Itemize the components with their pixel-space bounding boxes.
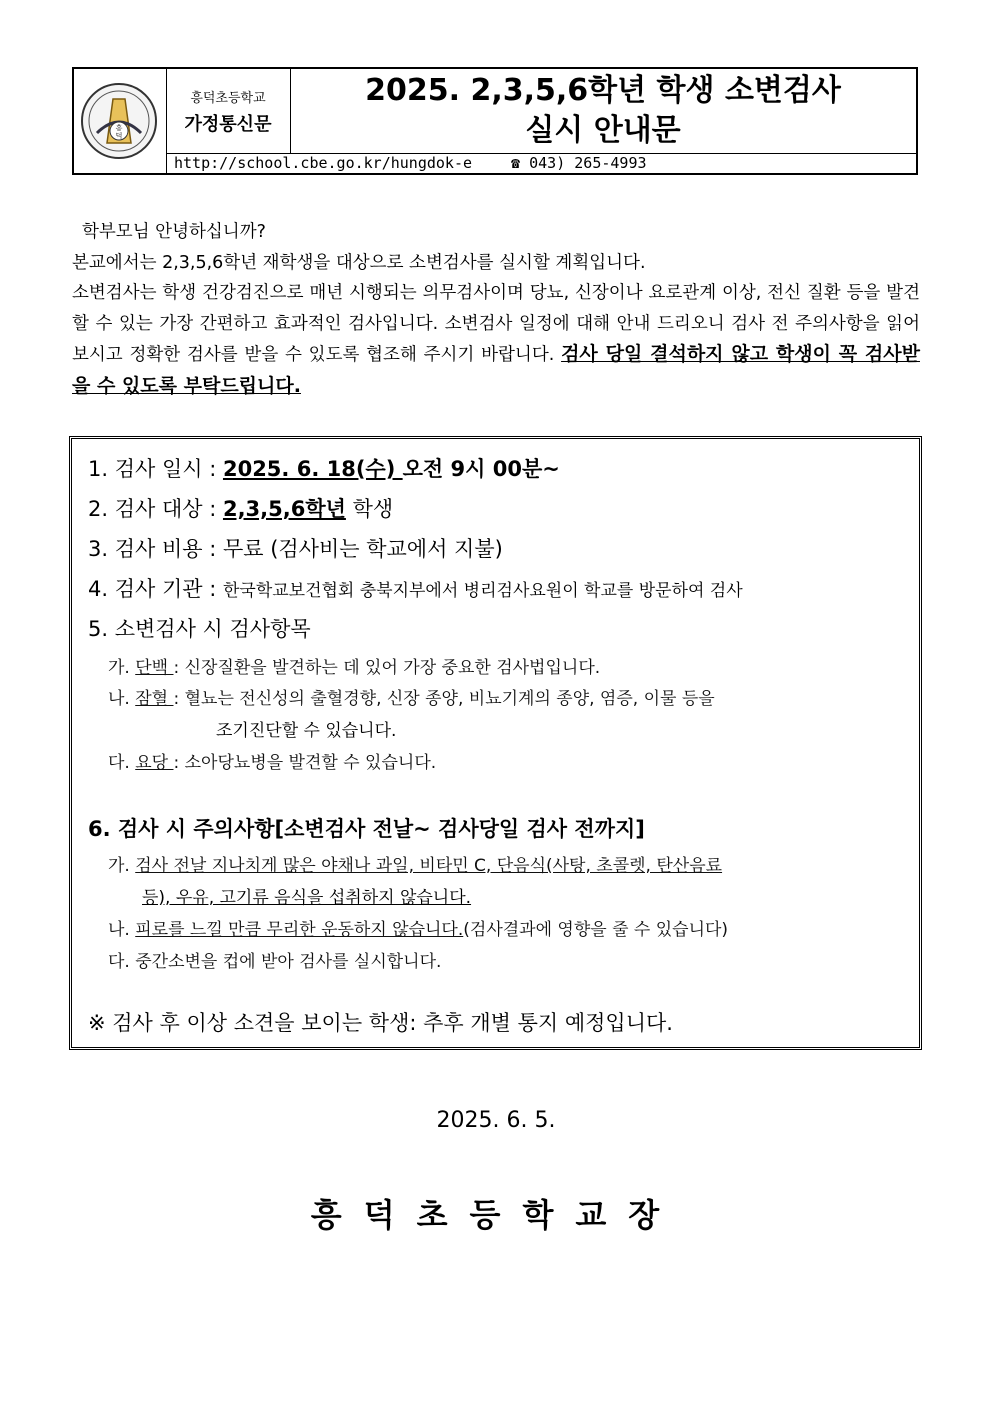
school-logo-cell xyxy=(74,69,167,173)
greeting: 학부모님 안녕하십니까? xyxy=(82,222,266,242)
letterhead xyxy=(72,67,918,175)
test-item-protein xyxy=(108,653,600,678)
intro-paragraph-text: 소변검사는 학생 건강검진으로 매년 시행되는 의무검사이며 당뇨, 신장이나 요로관계 이상, 전신 질환 등을 발견할 수 있는 가장 간편하고 효과적인 검사입니다. 소변검사 일정에 대해 안내 드리오니 검사 전 주의사항을 읽어 보시고 정확한 검사를 받을 수 있도록 협조해 주시기 바랍니다. xyxy=(72,283,920,365)
item-date xyxy=(88,453,560,483)
item-cost: 3. 검사 비용 : 무료 (검사비는 학교에서 지불) xyxy=(88,537,503,561)
item-date-value: 2025. 6. 18(수) xyxy=(222,457,403,481)
precautions-heading: 6. 검사 시 주의사항[소변검사 전날~ 검사당일 검사 전까지] xyxy=(88,817,645,841)
principal-signature: 흥덕초등학교장 xyxy=(310,1196,682,1234)
precaution-exercise-prefix: 나. xyxy=(108,920,136,940)
precaution-diet-prefix: 가. xyxy=(108,856,136,876)
precaution-exercise-text: 피로를 느낄 만큼 무리한 운동하지 않습니다. xyxy=(135,920,464,940)
precaution-diet-cont-text: 등), 우유, 고기류 음식을 섭취하지 않습니다. xyxy=(142,888,472,908)
test-item-glucose-text: : 소아당뇨병을 발견할 수 있습니다. xyxy=(173,753,437,773)
test-item-blood-cont: 조기진단할 수 있습니다. xyxy=(216,721,397,741)
intro-section xyxy=(72,217,920,402)
item-target-label: 2. 검사 대상 : xyxy=(88,497,223,521)
test-item-blood-prefix: 나. xyxy=(108,689,136,709)
svg-text:흥: 흥 xyxy=(115,124,123,132)
precaution-exercise-tail: (검사결과에 영향을 줄 수 있습니다) xyxy=(463,920,729,940)
test-item-glucose-key: 요당 xyxy=(135,753,174,773)
precaution-exercise xyxy=(108,915,728,940)
item-institution-value: 한국학교보건협회 충북지부에서 병리검사요원이 학교를 방문하여 검사 xyxy=(222,581,743,601)
test-item-protein-prefix: 가. xyxy=(108,658,136,678)
intro-emphasis: 검사 당일 결석하지 않고 학생이 꼭 검사받을 수 있도록 부탁드립니다. xyxy=(72,343,920,397)
item-date-label: 1. 검사 일시 : xyxy=(88,457,223,481)
precaution-diet-cont xyxy=(142,883,471,908)
school-emblem-icon xyxy=(79,81,159,161)
school-name: 흥덕초등학교 xyxy=(190,91,266,106)
school-url[interactable]: http://school.cbe.go.kr/hungdok-e xyxy=(174,154,473,172)
intro-line: 본교에서는 2,3,5,6학년 재학생을 대상으로 소변검사를 실시할 계획입니다. xyxy=(72,252,646,273)
item-institution-label: 4. 검사 기관 : xyxy=(88,577,223,601)
item-target-suffix: 학생 xyxy=(345,497,394,521)
school-phone: ☎ 043) 265-4993 xyxy=(511,154,647,172)
item-date-time: 오전 9시 00분~ xyxy=(402,457,560,481)
newsletter-label: 가정통신문 xyxy=(184,114,272,135)
svg-text:덕: 덕 xyxy=(115,132,123,140)
document-title xyxy=(290,69,916,154)
contact-row xyxy=(166,153,916,173)
item-institution xyxy=(88,573,743,603)
test-item-glucose xyxy=(108,748,436,773)
item-target-value: 2,3,5,6학년 xyxy=(222,497,346,521)
test-item-glucose-prefix: 다. xyxy=(108,753,136,773)
test-item-blood xyxy=(108,684,715,709)
title-line-2: 실시 안내문 xyxy=(525,113,681,148)
precaution-diet-text: 검사 전날 지나치게 많은 야채나 과일, 비타민 C, 단음식(사탕, 초콜렛, 탄산음료 xyxy=(135,856,723,876)
school-info xyxy=(166,69,291,154)
issue-date: 2025. 6. 5. xyxy=(436,1108,556,1133)
details-box xyxy=(69,436,922,1050)
precaution-diet xyxy=(108,851,722,876)
item-target xyxy=(88,493,393,523)
title-line-1: 2025. 2,3,5,6학년 학생 소변검사 xyxy=(365,73,841,108)
test-item-protein-text: : 신장질환을 발견하는 데 있어 가장 중요한 검사법입니다. xyxy=(173,658,601,678)
item-test-list-heading: 5. 소변검사 시 검사항목 xyxy=(88,617,311,641)
test-item-blood-key: 잠혈 xyxy=(135,689,174,709)
test-item-protein-key: 단백 xyxy=(135,658,174,678)
test-item-blood-text: : 혈뇨는 전신성의 출혈경향, 신장 종양, 비뇨기계의 종양, 염증, 이물 등을 xyxy=(173,689,715,709)
follow-up-note: ※ 검사 후 이상 소견을 보이는 학생: 추후 개별 통지 예정입니다. xyxy=(88,1011,673,1035)
intro-paragraph xyxy=(72,278,920,402)
precaution-midstream: 다. 중간소변을 컵에 받아 검사를 실시합니다. xyxy=(108,952,442,972)
